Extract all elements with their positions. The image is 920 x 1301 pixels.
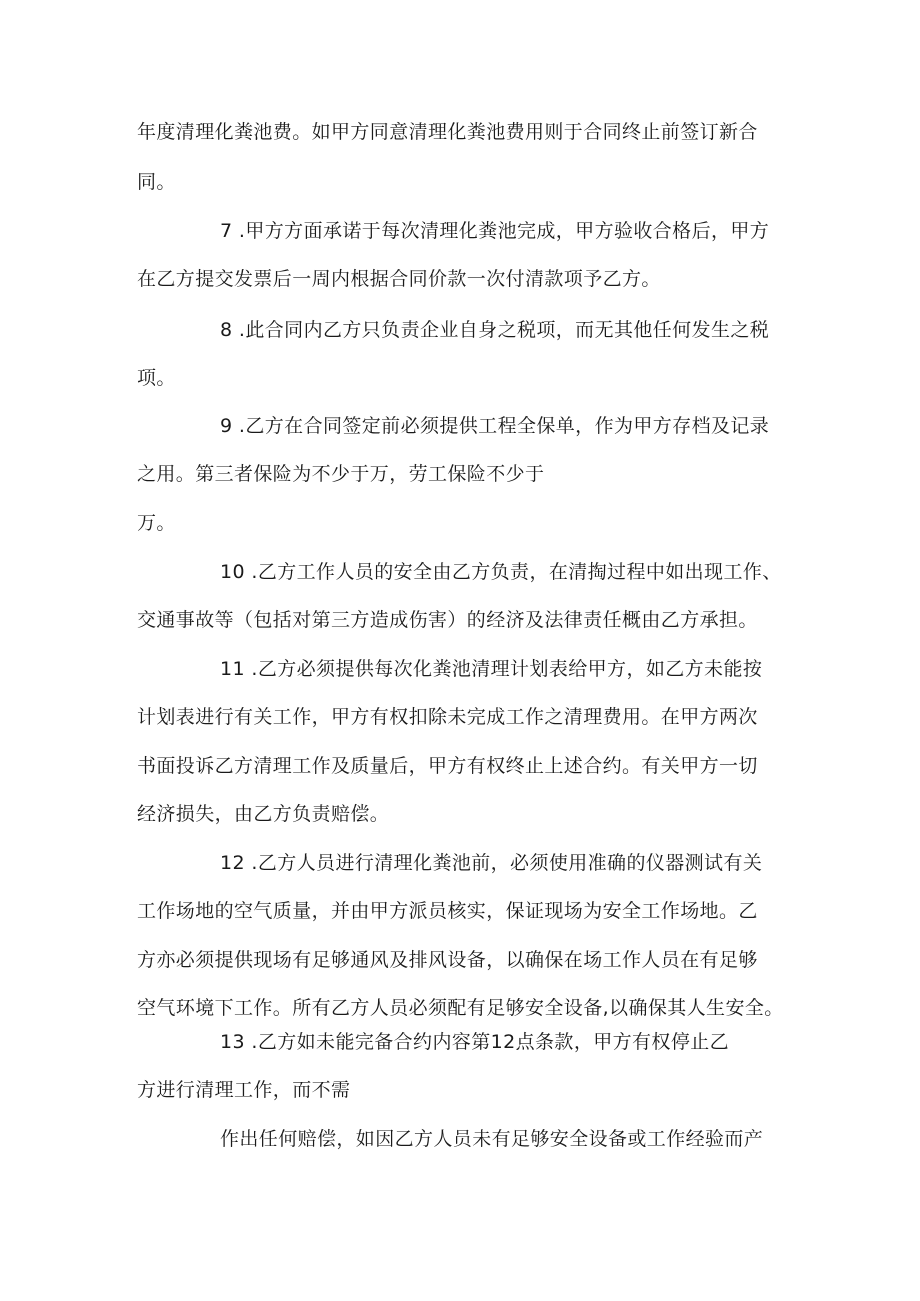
- text-line: 空气环境下工作。所有乙方人员必须配有足够安全设备,以确保其人生安全。: [137, 997, 784, 1019]
- clause-13-line: 13 .乙方如未能完备合约内容第12点条款，甲方有权停止乙: [220, 1031, 730, 1053]
- text-line: 书面投诉乙方清理工作及质量后，甲方有权终止上述合约。有关甲方一切: [137, 755, 758, 777]
- clause-10-line: 10 .乙方工作人员的安全由乙方负责，在清掏过程中如出现工作、: [220, 561, 782, 583]
- clause-9-line: 9 .乙方在合同签定前必须提供工程全保单，作为甲方存档及记录: [220, 415, 770, 437]
- text-line: 之用。第三者保险为不少于万，劳工保险不少于: [137, 463, 545, 485]
- text-line: 万。: [137, 512, 176, 534]
- clause-8-line: 8 .此合同内乙方只负责企业自身之税项，而无其他任何发生之税: [220, 319, 770, 341]
- clause-12-line: 12 .乙方人员进行清理化粪池前，必须使用准确的仪器测试有关: [220, 852, 763, 874]
- text-line: 作出任何赔偿，如因乙方人员未有足够安全设备或工作经验而产: [220, 1128, 764, 1150]
- text-line: 年度清理化粪池费。如甲方同意清理化粪池费用则于合同终止前签订新合: [137, 121, 758, 143]
- text-line: 计划表进行有关工作，甲方有权扣除未完成工作之清理费用。在甲方两次: [137, 706, 758, 728]
- text-line: 方亦必须提供现场有足够通风及排风设备，以确保在场工作人员在有足够: [137, 949, 758, 971]
- text-line: 项。: [137, 367, 176, 389]
- text-line: 在乙方提交发票后一周内根据合同价款一次付清款项予乙方。: [137, 268, 661, 290]
- text-line: 经济损失，由乙方负责赔偿。: [137, 803, 390, 825]
- text-line: 工作场地的空气质量，并由甲方派员核实，保证现场为安全工作场地。乙: [137, 900, 758, 922]
- text-line: 同。: [137, 171, 176, 193]
- text-line: 交通事故等（包括对第三方造成伤害）的经济及法律责任概由乙方承担。: [137, 609, 758, 631]
- clause-11-line: 11 .乙方必须提供每次化粪池清理计划表给甲方，如乙方未能按: [220, 658, 763, 680]
- clause-7-line: 7 .甲方方面承诺于每次清理化粪池完成，甲方验收合格后，甲方: [220, 220, 770, 242]
- text-line: 方进行清理工作，而不需: [137, 1079, 351, 1101]
